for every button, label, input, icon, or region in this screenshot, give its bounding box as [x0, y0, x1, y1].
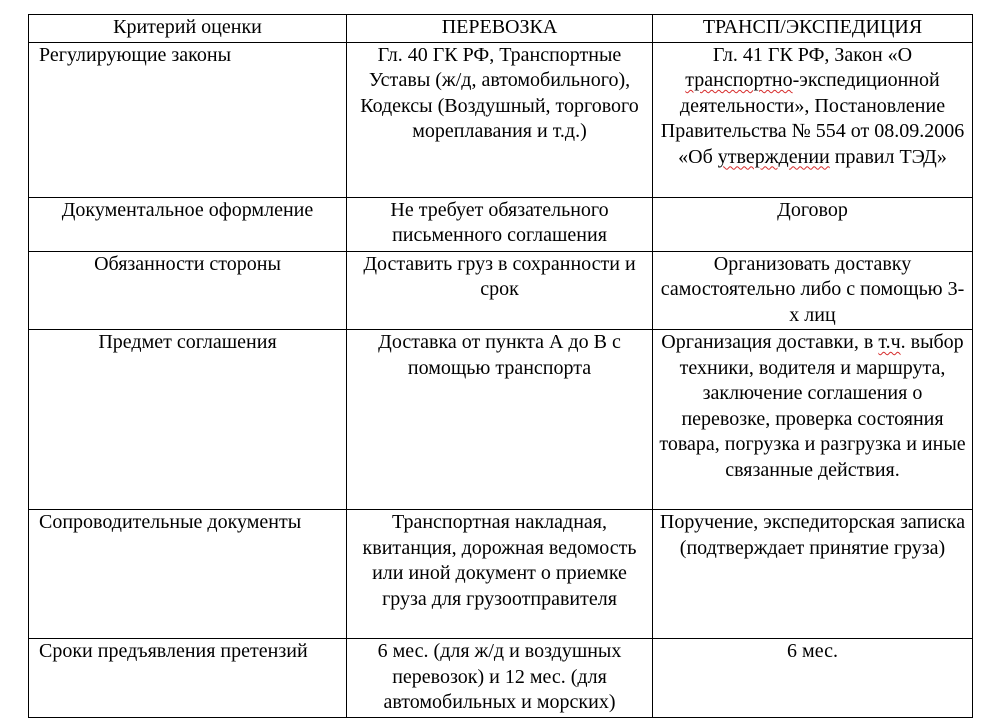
table-row — [29, 42, 973, 197]
table-header-row — [29, 15, 973, 43]
transport-cell: Гл. 40 ГК РФ, Транспортные Уставы (ж/д, автомобильного), Кодексы (Воздушный, торгового мореплавания и т.д.) — [347, 42, 653, 197]
forwarding-cell: Поручение, экспедиторская записка (подтверждает принятие груза) — [653, 510, 973, 639]
transport-cell: 6 мес. (для ж/д и воздушных перевозок) и 12 мес. (для автомобильных и морских) — [347, 639, 653, 718]
criterion-cell: Обязанности стороны — [29, 251, 347, 330]
header-transport: ПЕРЕВОЗКА — [347, 15, 653, 43]
forwarding-cell: Договор — [653, 197, 973, 251]
table-row — [29, 330, 973, 510]
criterion-cell: Регулирующие законы — [29, 42, 347, 197]
cell-text: Гл. 41 ГК РФ, Закон «О — [712, 43, 913, 66]
criterion-cell: Сопроводительные документы — [29, 510, 347, 639]
cell-text: Организация доставки, в — [661, 331, 879, 353]
cell-text: -экспедиционной деятельности», Постановление Правительства № 554 от 08.09.2006 «Об — [660, 69, 965, 168]
comparison-table — [28, 14, 973, 718]
criterion-cell: Сроки предъявления претензий — [29, 639, 347, 718]
forwarding-cell — [653, 42, 973, 197]
table-row — [29, 639, 973, 718]
criterion-cell: Документальное оформление — [29, 197, 347, 251]
forwarding-cell — [653, 330, 973, 510]
transport-cell: Транспортная накладная, квитанция, дорожная ведомость или иной документ о приемке груза для грузоотправителя — [347, 510, 653, 639]
table-row — [29, 197, 973, 251]
cell-text: . выбор техники, водителя и маршрута, заключение соглашения о перевозке, проверка состояния товара, погрузка и разгрузка и иные связанные действия. — [659, 331, 966, 481]
transport-cell: Не требует обязательного письменного соглашения — [347, 197, 653, 251]
spellcheck-word: транспортно — [685, 69, 793, 91]
header-criterion: Критерий оценки — [29, 15, 347, 43]
table-row — [29, 510, 973, 639]
spellcheck-word: утверждении — [717, 145, 830, 168]
table-row — [29, 251, 973, 330]
spellcheck-word: т.ч — [878, 331, 901, 353]
transport-cell: Доставить груз в сохранности и срок — [347, 251, 653, 330]
transport-cell: Доставка от пункта А до В с помощью транспорта — [347, 330, 653, 510]
forwarding-cell: 6 мес. — [653, 639, 973, 718]
header-forwarding: ТРАНСП/ЭКСПЕДИЦИЯ — [653, 15, 973, 43]
forwarding-cell: Организовать доставку самостоятельно либо с помощью 3-х лиц — [653, 251, 973, 330]
criterion-cell: Предмет соглашения — [29, 330, 347, 510]
cell-text: правил ТЭД» — [829, 145, 947, 168]
